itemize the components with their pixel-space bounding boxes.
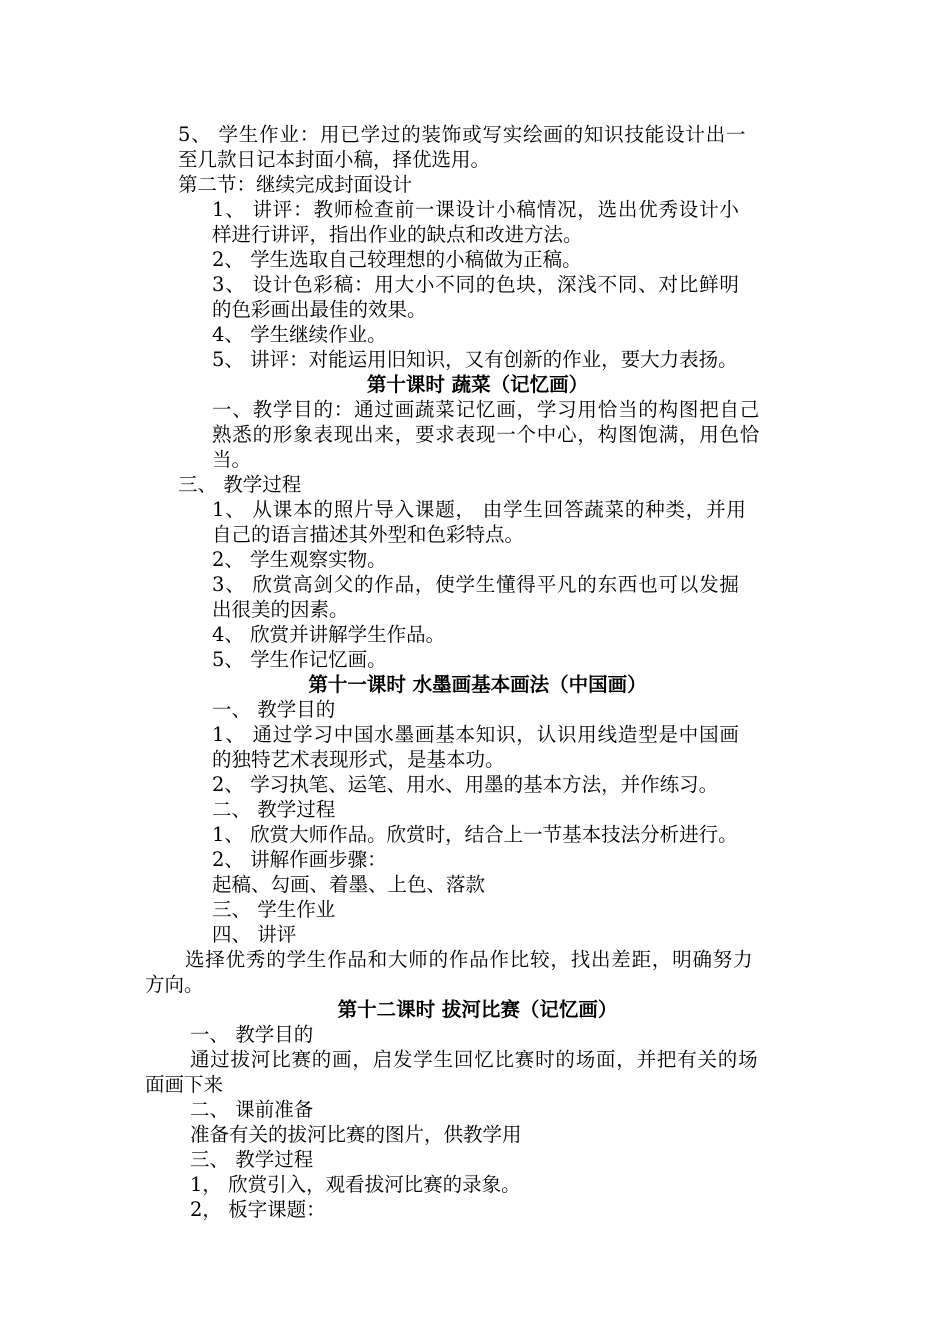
text-line: 2， 板字课题： — [190, 1198, 326, 1221]
text-line: 5、 学生作业：用已学过的装饰或写实绘画的知识技能设计出一 — [178, 123, 747, 146]
lesson-title: 第十一课时 水墨画基本画法（中国画） — [308, 673, 647, 696]
section-subheading: 二、 课前准备 — [190, 1098, 314, 1121]
text-line: 熟悉的形象表现出来，要求表现一个中心，构图饱满，用色恰 — [212, 423, 761, 446]
text-line: 准备有关的拔河比赛的图片，供教学用 — [190, 1123, 522, 1146]
text-line: 2、 学生选取自己较理想的小稿做为正稿。 — [212, 248, 582, 271]
text-line: 3、 设计色彩稿：用大小不同的色块，深浅不同、对比鲜明 — [212, 273, 740, 296]
text-line: 2、 学生观察实物。 — [212, 548, 387, 571]
text-line: 选择优秀的学生作品和大师的作品作比较，找出差距，明确努力 — [185, 948, 754, 971]
text-line: 自己的语言描述其外型和色彩特点。 — [212, 523, 525, 546]
text-line: 1、 从课本的照片导入课题， 由学生回答蔬菜的种类，并用 — [212, 498, 747, 521]
text-line: 面画下来 — [145, 1073, 224, 1096]
text-line: 的独特艺术表现形式，是基本功。 — [212, 748, 505, 771]
text-line: 出很美的因素。 — [212, 598, 349, 621]
section-subheading: 第二节：继续完成封面设计 — [178, 173, 413, 196]
section-subheading: 二、 教学过程 — [212, 798, 336, 821]
text-line: 样进行讲评，指出作业的缺点和改进方法。 — [212, 223, 583, 246]
text-line: 1、 讲评：教师检查前一课设计小稿情况，选出优秀设计小 — [212, 198, 740, 221]
lesson-title: 第十二课时 拔河比赛（记忆画） — [337, 998, 618, 1021]
section-subheading: 三、 教学过程 — [190, 1148, 314, 1171]
text-line: 5、 讲评：对能运用旧知识，又有创新的作业，要大力表扬。 — [212, 348, 738, 371]
section-subheading: 一、 教学目的 — [212, 698, 336, 721]
section-subheading: 四、 讲评 — [212, 923, 297, 946]
section-subheading: 一、 教学目的 — [190, 1023, 314, 1046]
text-line: 3、 欣赏高剑父的作品，使学生懂得平凡的东西也可以发掘 — [212, 573, 740, 596]
text-line: 起稿、勾画、着墨、上色、落款 — [212, 873, 486, 896]
section-subheading: 三、 教学过程 — [178, 473, 302, 496]
text-line: 1、 欣赏大师作品。欣赏时，结合上一节基本技法分析进行。 — [212, 823, 738, 846]
text-line: 当。 — [212, 448, 252, 471]
text-line: 一、教学目的：通过画蔬菜记忆画，学习用恰当的构图把自己 — [212, 398, 761, 421]
text-line: 1、 通过学习中国水墨画基本知识，认识用线造型是中国画 — [212, 723, 740, 746]
text-line: 2、 学习执笔、运笔、用水、用墨的基本方法，并作练习。 — [212, 773, 719, 796]
text-line: 1， 欣赏引入，观看拔河比赛的录象。 — [190, 1173, 521, 1196]
text-line: 方向。 — [145, 973, 204, 996]
text-line: 2、 讲解作画步骤： — [212, 848, 387, 871]
lesson-title: 第十课时 蔬菜（记忆画） — [366, 373, 589, 396]
text-line: 4、 学生继续作业。 — [212, 323, 387, 346]
text-line: 4、 欣赏并讲解学生作品。 — [212, 623, 446, 646]
section-subheading: 三、 学生作业 — [212, 898, 336, 921]
text-line: 至几款日记本封面小稿，择优选用。 — [178, 148, 491, 171]
text-line: 通过拔河比赛的画，启发学生回忆比赛时的场面，并把有关的场 — [190, 1048, 759, 1071]
text-line: 5、 学生作记忆画。 — [212, 648, 387, 671]
text-line: 的色彩画出最佳的效果。 — [212, 298, 427, 321]
